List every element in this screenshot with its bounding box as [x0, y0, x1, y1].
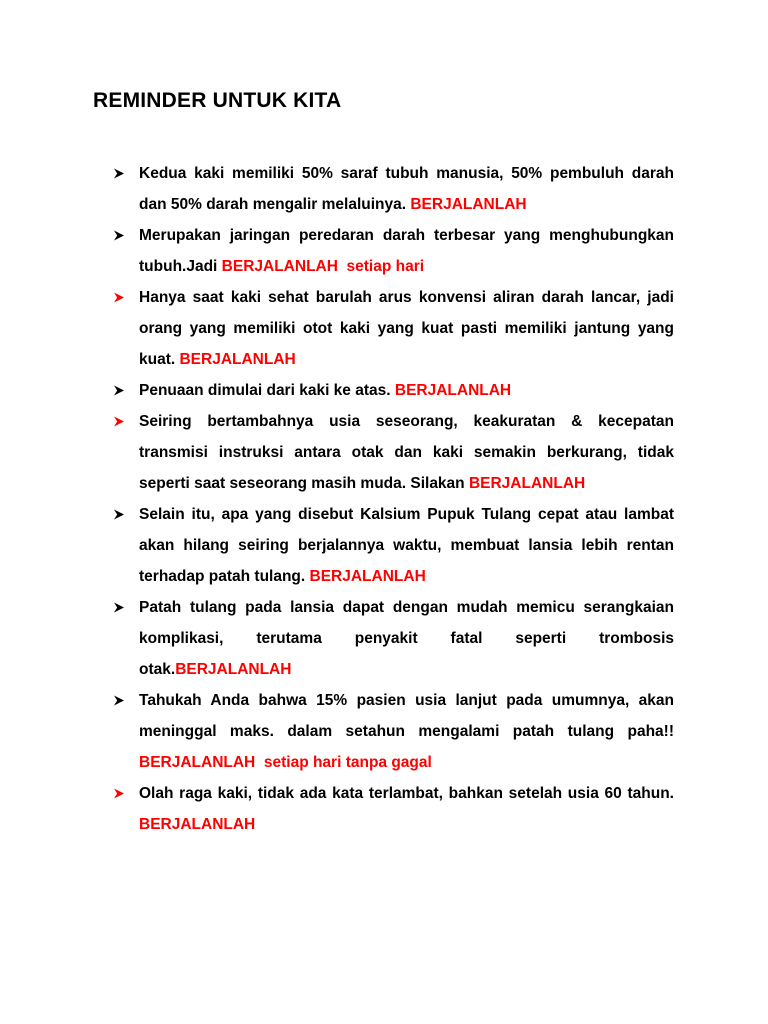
list-item — [113, 158, 674, 220]
item-accent-text: BERJALANLAH — [175, 661, 292, 678]
arrowhead-bullet-icon — [113, 220, 131, 251]
list-item — [113, 220, 674, 282]
list-item — [113, 499, 674, 592]
list-item — [113, 778, 674, 840]
arrowhead-bullet-icon — [113, 499, 131, 530]
item-text: Patah tulang pada lansia dapat dengan mudah memicu serangkaian komplikasi, terutama penyakit fatal seperti trombosis otak. — [139, 599, 674, 678]
list-item — [113, 406, 674, 499]
page-title: REMINDER UNTUK KITA — [93, 89, 342, 112]
arrowhead-bullet-icon — [113, 158, 131, 189]
reminder-list — [113, 158, 674, 840]
arrowhead-bullet-icon — [113, 592, 131, 623]
list-item — [113, 282, 674, 375]
list-item — [113, 685, 674, 778]
item-accent-text: BERJALANLAH — [468, 475, 586, 492]
list-item — [113, 592, 674, 685]
item-text: Kedua kaki memiliki 50% saraf tubuh manusia, 50% pembuluh darah dan 50% darah mengalir melaluinya. — [139, 165, 674, 213]
list-item — [113, 375, 674, 406]
item-accent-text: BERJALANLAH — [309, 568, 426, 585]
item-accent-text: BERJALANLAH — [179, 351, 296, 368]
item-accent-text: BERJALANLAH setiap hari — [221, 258, 425, 275]
item-text: Tahukah Anda bahwa 15% pasien usia lanjut pada umumnya, akan meninggal maks. dalam setahun mengalami patah tulang paha!! — [139, 692, 674, 740]
item-accent-text: BERJALANLAH — [139, 816, 256, 833]
item-text: Selain itu, apa yang disebut Kalsium Pupuk Tulang cepat atau lambat akan hilang seiring berjalannya waktu, membuat lansia lebih rentan terhadap patah tulang. — [139, 506, 674, 585]
arrowhead-bullet-icon — [113, 685, 131, 716]
item-text: Merupakan jaringan peredaran darah terbesar yang menghubungkan tubuh.Jadi — [139, 227, 674, 275]
arrowhead-bullet-icon — [113, 406, 131, 437]
item-accent-text: BERJALANLAH setiap hari tanpa gagal — [139, 754, 432, 771]
arrowhead-bullet-icon — [113, 375, 131, 406]
item-accent-text: BERJALANLAH — [410, 196, 527, 213]
item-accent-text: BERJALANLAH — [394, 382, 512, 399]
item-text: Penuaan dimulai dari kaki ke atas. — [139, 382, 395, 399]
arrowhead-bullet-icon — [113, 282, 131, 313]
arrowhead-bullet-icon — [113, 778, 131, 809]
item-text: Olah raga kaki, tidak ada kata terlambat, bahkan setelah usia 60 tahun. — [139, 785, 674, 802]
item-text: Seiring bertambahnya usia seseorang, keakuratan & kecepatan transmisi instruksi antara otak dan kaki semakin berkurang, tidak seperti saat seseorang masih muda. Silakan — [139, 413, 674, 492]
item-text: Hanya saat kaki sehat barulah arus konvensi aliran darah lancar, jadi orang yang memiliki otot kaki yang kuat pasti memiliki jantung yang kuat. — [139, 289, 674, 368]
